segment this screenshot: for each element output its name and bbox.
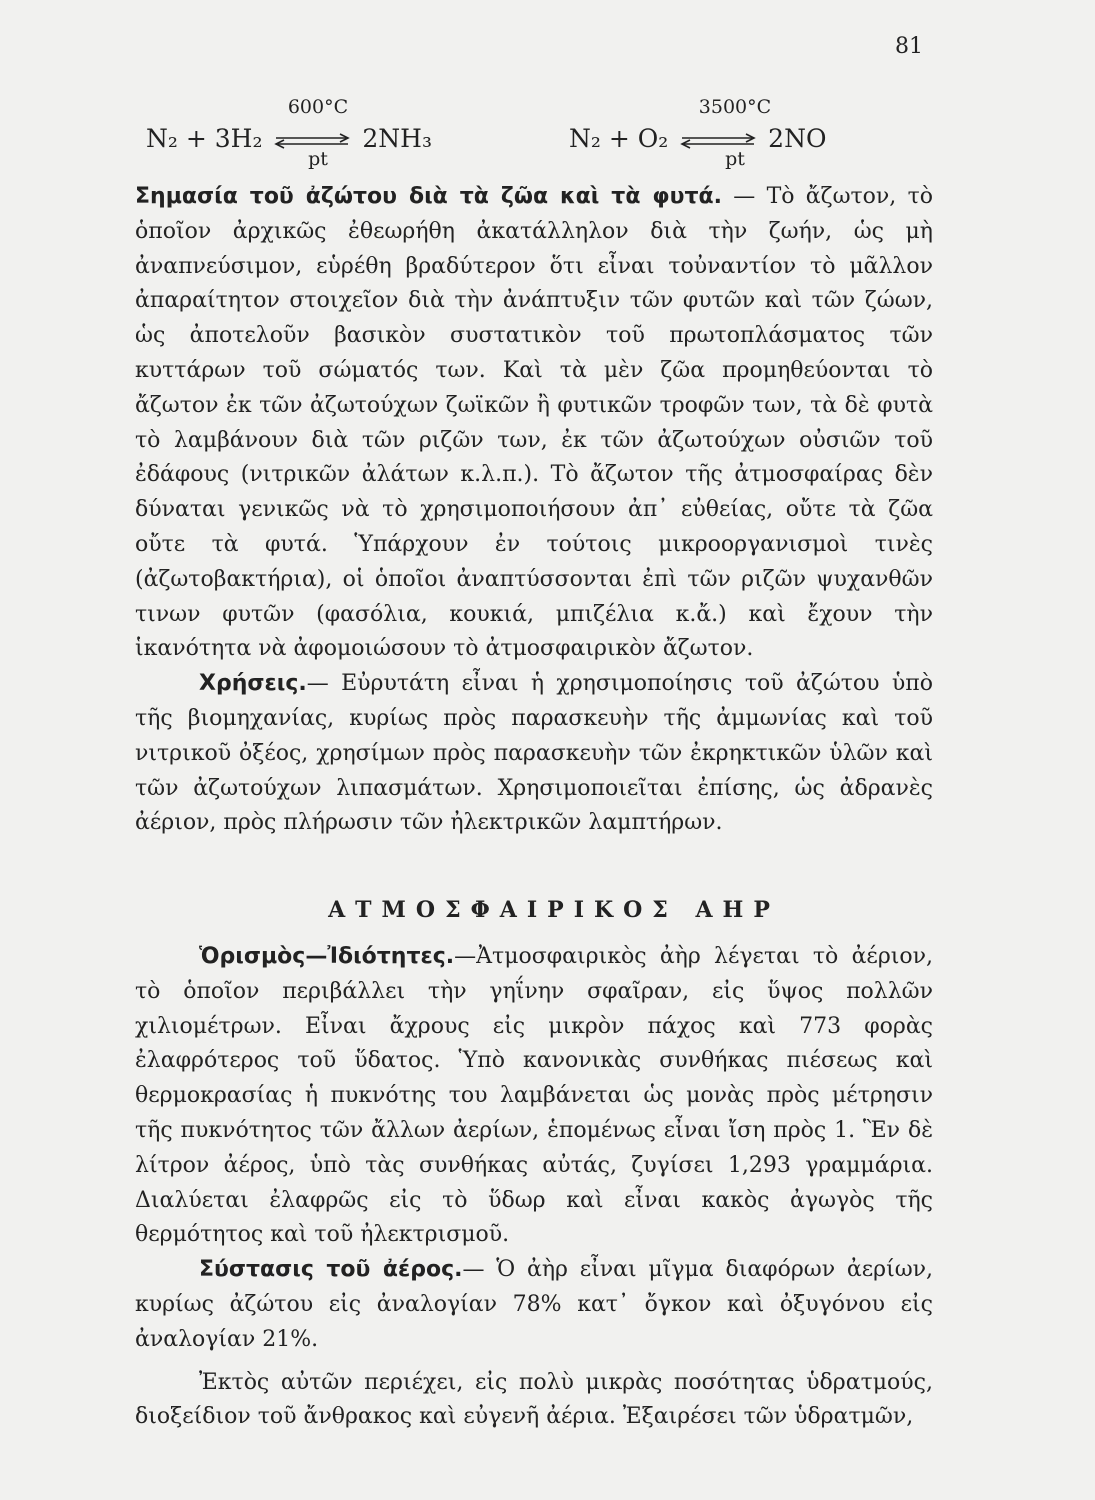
paragraph-text: — Τὸ ἄζωτον, τὸ ὁποῖον ἀρχικῶς ἐθεωρήθη ἀκατάλληλον διὰ τὴν ζωήν, ὡς μὴ ἀναπνεύσιμον, εὑρέθη βραδύτερον ὅτι εἶναι τοὐναντίον τὸ μᾶλλον ἀπαραίτητον στοιχεῖον διὰ τὴν ἀνάπτυξιν τῶν φυτῶν καὶ τῶν ζώων, ὡς ἀποτελοῦν βασικὸν συστατικὸν τοῦ πρωτοπλάσματος τῶν κυττάρων τοῦ σώματός των. Καὶ τὰ μὲν ζῶα προμηθεύονται τὸ ἄζωτον ἐκ τῶν ἀζωτούχων ζωϊκῶν ἢ φυτικῶν τροφῶν των, τὰ δὲ φυτὰ τὸ λαμβάνουν διὰ τῶν ριζῶν των, ἐκ τῶν ἀζωτούχων οὐσιῶν τοῦ ἐδάφους (νιτρικῶν ἀλάτων κ.λ.π.). Τὸ ἄζωτον τῆς ἀτμοσφαίρας δὲν δύναται γενικῶς νὰ τὸ χρησιμοποιήσουν ἀπ᾽ εὐθείας, οὔτε τὰ ζῶα οὔτε τὰ φυτά. Ὑπάρχουν ἐν τούτοις μικροοργανισμοὶ τινὲς (ἀζωτοβακτήρια), οἱ ὁποῖοι ἀναπτύσσονται ἐπὶ τῶν ριζῶν ψυχανθῶν τινων φυτῶν (φασόλια, κουκιά, μπιζέλια κ.ἄ.) καὶ ἔχουν τὴν ἱκανότητα νὰ ἀφομοιώσουν τὸ ἀτμοσφαιρικὸν ἄζωτον.	[135, 184, 933, 662]
paragraph-text: — Ὁ ἀὴρ εἶναι μῖγμα διαφόρων ἀερίων, κυρίως ἀζώτου εἰς ἀναλογίαν 78% κατ᾽ ὄγκον καὶ ὀξυγόνου εἰς ἀναλογίαν 21%.	[135, 1257, 933, 1352]
paragraph-uses	[135, 667, 933, 841]
equation-nitric-oxide	[569, 96, 869, 174]
paragraph-definition	[135, 940, 933, 1253]
section-title: ΑΤΜΟΣΦΑΙΡΙΚΟΣ ΑΗΡ	[328, 897, 780, 924]
equilibrium-arrow-icon	[272, 133, 352, 149]
products: 2NH₃	[362, 124, 432, 153]
paragraph-heading: Ὁρισμὸς—Ἰδιότητες.	[199, 943, 455, 969]
condition-temperature: 3500°C	[698, 96, 772, 118]
paragraph-heading: Χρήσεις.	[199, 671, 307, 697]
equation-ammonia	[146, 96, 446, 174]
condition-temperature: 600°C	[287, 96, 349, 118]
paragraph-heading: Σύστασις τοῦ ἀέρος.	[199, 1257, 463, 1283]
paragraph-text: —Ἀτμοσφαιρικὸς ἀὴρ λέγεται τὸ ἀέριον, τὸ ὁποῖον περιβάλλει τὴν γηΐνην σφαῖραν, εἰς ὕψος πολλῶν χιλιομέτρων. Εἶναι ἄχρους εἰς μικρὸν πάχος καὶ 773 φορὰς ἐλαφρότερος τοῦ ὕδατος. Ὑπὸ κανονικὰς συνθήκας πιέσεως καὶ θερμοκρασίας ἡ πυκνότης του λαμβάνεται ὡς μονὰς πρὸς μέτρησιν τῆς πυκνότητος τῶν ἄλλων ἀερίων, ἑπομένως εἶναι ἴση πρὸς 1. Ἓν δὲ λίτρον ἀέρος, ὑπὸ τὰς συνθήκας αὐτάς, ζυγίσει 1,293 γραμμάρια. Διαλύεται ἐλαφρῶς εἰς τὸ ὕδωρ καὶ εἶναι κακὸς ἀγωγὸς τῆς θερμότητος καὶ τοῦ ἠλεκτρισμοῦ.	[135, 943, 933, 1248]
reactants: N₂ + O₂	[569, 124, 669, 153]
paragraph-heading: Σημασία τοῦ ἀζώτου διὰ τὰ ζῶα καὶ τὰ φυτά.	[135, 184, 722, 209]
equilibrium-arrow-icon	[678, 133, 758, 149]
paragraph-text: Ἐκτὸς αὐτῶν περιέχει, εἰς πολὺ μικρὰς ποσότητας ὑδρατμούς, διοξείδιον τοῦ ἄνθρακος καὶ εὐγενῆ ἀέρια. Ἐξαιρέσει τῶν ὑδρατμῶν,	[135, 1369, 933, 1430]
paragraph-significance	[135, 180, 933, 667]
condition-catalyst: pt	[725, 148, 745, 170]
page-number: 81	[895, 34, 923, 59]
products: 2NO	[768, 124, 827, 153]
paragraph-besides	[135, 1366, 933, 1436]
reactants: N₂ + 3H₂	[146, 124, 263, 153]
condition-catalyst: pt	[308, 148, 328, 170]
paragraph-text: — Εὐρυτάτη εἶναι ἡ χρησιμοποίησις τοῦ ἀζώτου ὑπὸ τῆς βιομηχανίας, κυρίως πρὸς παρασκευὴν τῆς ἀμμωνίας καὶ τοῦ νιτρικοῦ ὀξέος, χρησίμων πρὸς παρασκευὴν τῶν ἐκρηκτικῶν ὑλῶν καὶ τῶν ἀζωτούχων λιπασμάτων. Χρησιμοποιεῖται ἐπίσης, ὡς ἀδρανὲς ἀέριον, πρὸς πλήρωσιν τῶν ἠλεκτρικῶν λαμπτήρων.	[135, 671, 933, 836]
body-text	[135, 180, 933, 1435]
paragraph-composition	[135, 1253, 933, 1357]
